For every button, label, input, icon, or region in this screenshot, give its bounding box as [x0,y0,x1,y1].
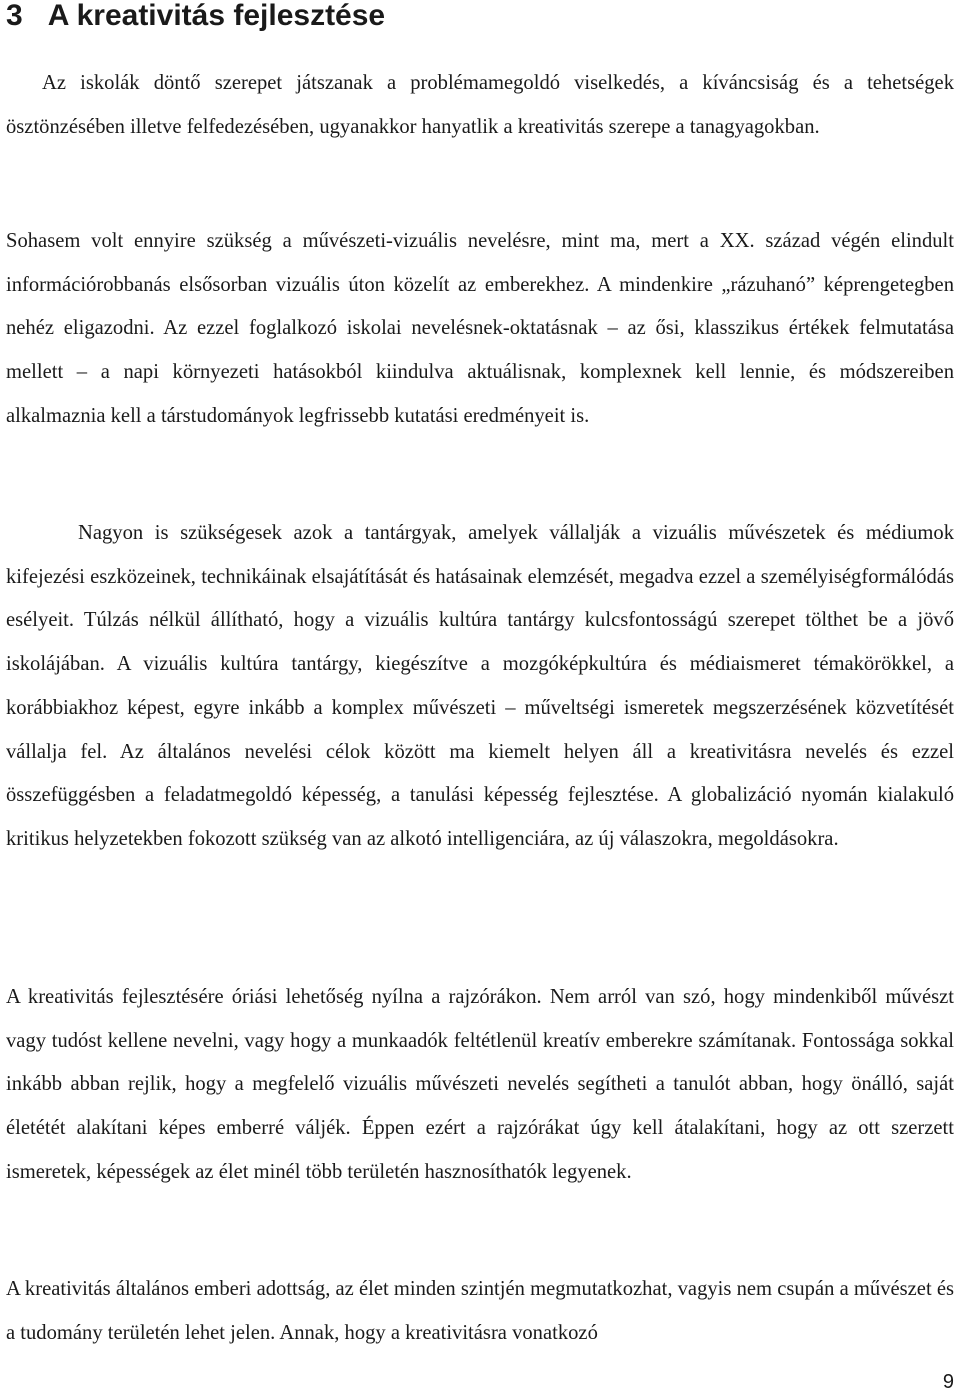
paragraph-intro: Az iskolák döntő szerepet játszanak a problémamegoldó viselkedés, a kíváncsiság és a tehetségek ösztönzésében illetve felfedezésében, ugyanakkor hanyatlik a kreativitás szerepe a tanagyagokban. [6,72,954,138]
section-heading [6,0,385,36]
section-number: 3 [6,0,23,32]
section-title: A kreativitás fejlesztése [47,0,386,32]
paragraph-subjects: Nagyon is szükségesek azok a tantárgyak, amelyek vállalják a vizuális művészetek és médiumok kifejezési eszközeinek, technikáinak elsajátítását és hatásainak elemzését, megadva ezzel a személyiségformálódás esélyeit. Túlzás nélkül állítható, hogy a vizuális kultúra tantárgy kulcsfontosságú szerepet tölthet be a jövő iskolájában. A vizuális kultúra tantárgy, kiegészítve a mozgóképkultúra és médiaismeret témakörökkel, a korábbiakhoz képest, egyre inkább a komplex művészeti – műveltségi ismeretek megszerzésének közvetítését vállalja fel. Az általános nevelési célok között ma kiemelt helyen áll a kreativitásra nevelés és ezzel összefüggésben a feladatmegoldó képesség, a tanulási képesség fejlesztése. A globalizáció nyomán kialakuló kritikus helyzetekben fokozott szükség van az alkotó intelligenciára, az új válaszokra, megoldásokra. [6,522,954,850]
paragraph-creativity-general: A kreativitás általános emberi adottság, az élet minden szintjén megmutatkozhat, vagyis nem csupán a művészet és a tudomány területén lehet jelen. Annak, hogy a kreativitásra vonatkozó [6,1278,954,1344]
page-number: 9 [942,1371,954,1393]
paragraph-drawing-lessons: A kreativitás fejlesztésére óriási lehetőség nyílna a rajzórákon. Nem arról van szó, hogy mindenkiből művészt vagy tudóst kellene nevelni, vagy hogy a munkaadók feltétlenül kreatív emberekre számítanak. Fontossága sokkal inkább abban rejlik, hogy a megfelelő vizuális művészeti nevelés segítheti a tanulót abban, hogy önálló, saját életétét alakítani képes emberré váljék. Éppen ezért a rajzórákat úgy kell átalakítani, hogy az ott szerzett ismeretek, képességek az élet minél több területén hasznosíthatók legyenek. [6,986,954,1183]
paragraph-visual-education: Sohasem volt ennyire szükség a művészeti-vizuális nevelésre, mint ma, mert a XX. század végén elindult információrobbanás elsősorban vizuális úton közelít az emberekhez. A mindenkire „rázuhanó” képrengetegben nehéz eligazodni. Az ezzel foglalkozó iskolai nevelésnek-oktatásnak – az ősi, klasszikus értékek felmutatása mellett – a napi környezeti hatásokból kiindulva aktuálisnak, komplexnek kell lennie, és módszereiben alkalmaznia kell a társtudományok legfrissebb kutatási eredményeit is. [6,230,954,427]
